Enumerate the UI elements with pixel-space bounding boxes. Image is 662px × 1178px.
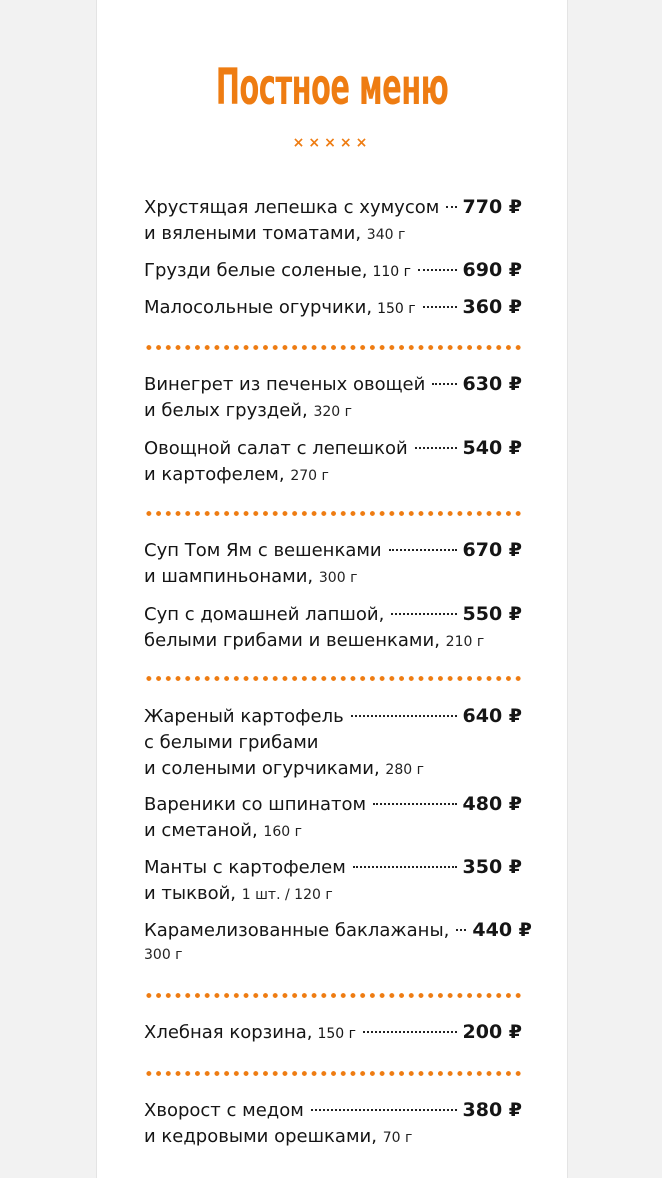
item-description: с белыми грибами (144, 732, 319, 753)
menu-title: Постное меню (215, 58, 449, 116)
item-name: Хрустящая лепешка с хумусом (144, 197, 440, 218)
dot-leader (373, 803, 456, 805)
item-price: 550 ₽ (462, 603, 522, 625)
item-weight: 280 г (385, 762, 424, 778)
dot-leader (389, 549, 457, 551)
menu-item (144, 601, 522, 655)
dot-leader (432, 383, 456, 385)
item-weight: 320 г (313, 404, 352, 420)
item-weight: 150 г (317, 1026, 356, 1042)
menu-item (144, 257, 522, 285)
item-description: и белых груздей, (144, 400, 308, 421)
item-name: Хворост с медом (144, 1100, 304, 1121)
item-price: 440 ₽ (472, 919, 532, 941)
item-price: 350 ₽ (462, 856, 522, 878)
item-price: 640 ₽ (462, 705, 522, 727)
item-weight: 210 г (445, 634, 485, 650)
item-name: Жареный картофель (144, 706, 344, 727)
menu-item (144, 435, 522, 489)
item-description: и шампиньонами, (144, 566, 314, 587)
item-weight: 110 г (372, 264, 411, 280)
item-weight: 300 г (318, 570, 358, 586)
item-price: 360 ₽ (462, 296, 522, 318)
item-description: и кедровыми орешками, (144, 1126, 377, 1147)
item-description: белыми грибами и вешенками, (144, 630, 440, 651)
menu-item (144, 791, 522, 845)
item-price: 540 ₽ (462, 437, 522, 459)
dot-leader (446, 206, 456, 208)
section-divider (144, 1071, 522, 1076)
item-price: 670 ₽ (462, 539, 522, 561)
menu-item (144, 371, 522, 425)
item-weight: 150 г (377, 301, 416, 317)
item-description: и солеными огурчиками, (144, 758, 380, 779)
item-weight: 340 г (366, 227, 406, 243)
dot-leader (423, 306, 457, 308)
item-name: Овощной салат с лепешкой (144, 438, 408, 459)
menu-item (144, 537, 522, 591)
item-name: Суп с домашней лапшой, (144, 604, 385, 625)
menu-page (96, 0, 568, 1178)
menu-item (144, 703, 522, 783)
item-weight: 270 г (290, 468, 329, 484)
dot-leader (456, 929, 466, 931)
item-description: и вялеными томатами, (144, 223, 362, 244)
item-price: 770 ₽ (462, 196, 522, 218)
item-name: Вареники со шпинатом (144, 794, 367, 815)
item-description: и картофелем, (144, 464, 285, 485)
item-weight: 1 шт. / 120 г (241, 887, 333, 903)
item-price: 480 ₽ (462, 793, 522, 815)
item-name: Манты с картофелем (144, 857, 346, 878)
menu-item (144, 1019, 522, 1047)
menu-item (144, 917, 532, 965)
dot-leader (351, 715, 457, 717)
section-divider (144, 345, 522, 350)
menu-item (144, 1097, 522, 1151)
item-name: Суп Том Ям с вешенками (144, 540, 382, 561)
item-description: и тыквой, (144, 883, 237, 904)
menu-item (144, 194, 522, 248)
item-price: 630 ₽ (462, 373, 522, 395)
dot-leader (353, 866, 457, 868)
menu-item (144, 854, 522, 908)
menu-item (144, 294, 522, 322)
dot-leader (391, 613, 456, 615)
section-divider (144, 676, 522, 681)
section-divider (144, 993, 522, 998)
item-description: и сметаной, (144, 820, 258, 841)
dot-leader (363, 1031, 457, 1033)
item-price: 200 ₽ (462, 1021, 522, 1043)
item-name: Грузди белые соленые, (144, 260, 368, 281)
item-weight: 160 г (263, 824, 302, 840)
item-name: Карамелизованные баклажаны, (144, 920, 450, 941)
item-price: 380 ₽ (462, 1099, 522, 1121)
title-ornament: ××××× (292, 135, 372, 151)
item-price: 690 ₽ (462, 259, 522, 281)
item-weight: 70 г (382, 1130, 413, 1146)
section-divider (144, 511, 522, 516)
item-weight: 300 г (144, 947, 183, 963)
item-name: Малосольные огурчики, (144, 297, 373, 318)
dot-leader (311, 1109, 457, 1111)
item-name: Хлебная корзина, (144, 1022, 313, 1043)
dot-leader (415, 447, 457, 449)
item-name: Винегрет из печеных овощей (144, 374, 426, 395)
dot-leader (418, 269, 457, 271)
